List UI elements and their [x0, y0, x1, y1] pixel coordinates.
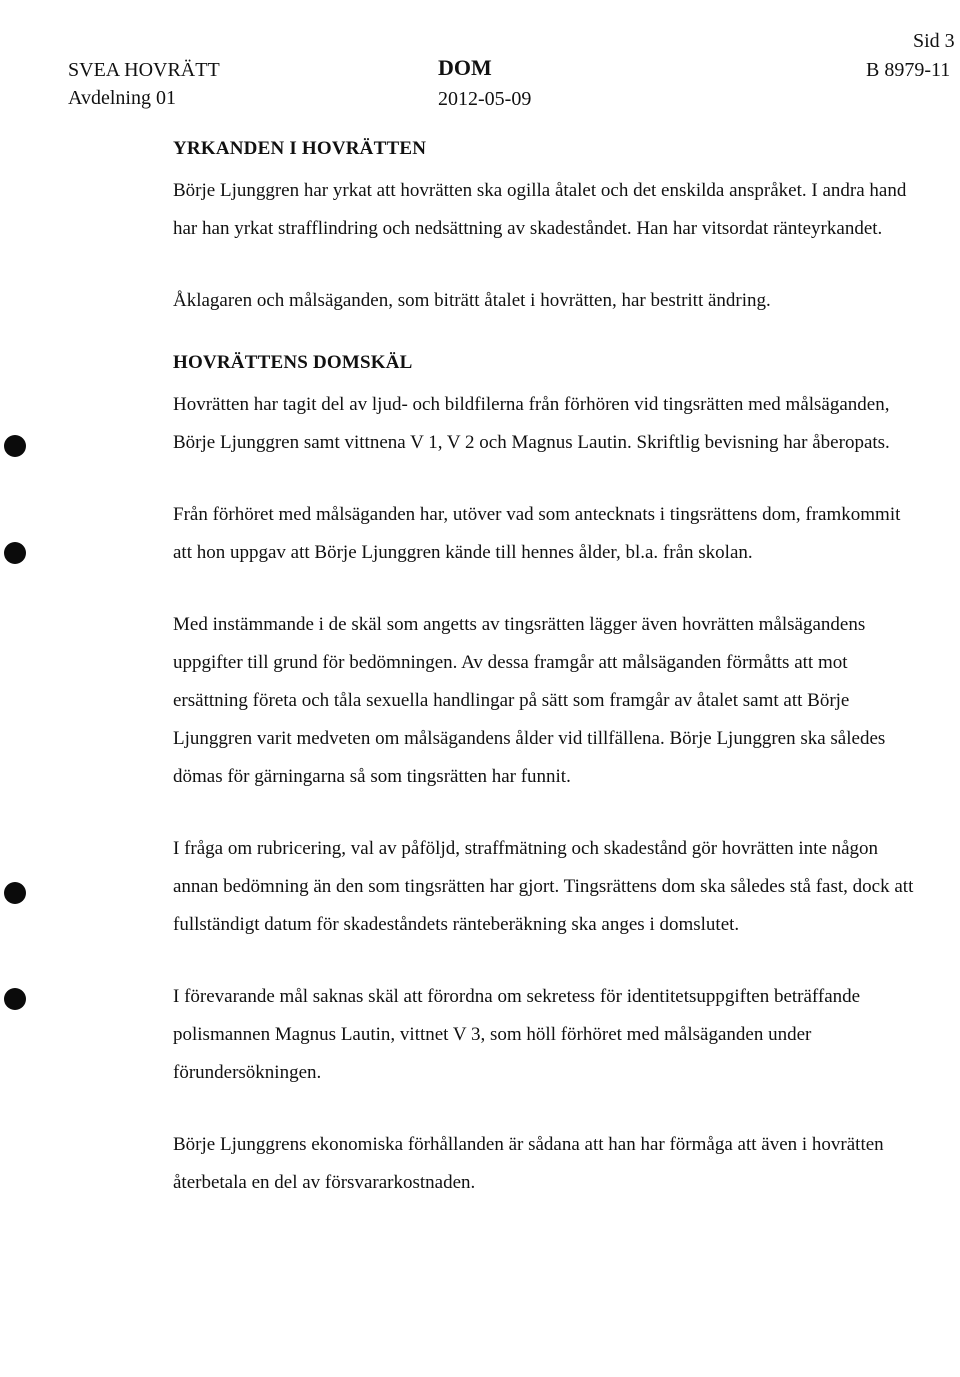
department: Avdelning 01	[68, 87, 176, 109]
paragraph: Med instämmande i de skäl som angetts av tingsrätten lägger även hovrätten målsägandens uppgifter till grund för bedömningen. Av dessa framgår att målsäganden förmåtts att mot ersättning företa och tåla sexuella handlingar på sätt som framgår av åtalet samt att Börje Ljunggren varit medveten om målsägandens ålder vid tillfällena. Börje Ljunggren ska således dömas för gärningarna så som tingsrätten har funnit.	[173, 614, 886, 787]
paragraph: Åklagaren och målsäganden, som biträtt åtalet i hovrätten, har bestritt ändring.	[173, 290, 771, 311]
page-number: Sid 3	[913, 30, 955, 52]
punch-hole	[4, 435, 26, 457]
paragraph: Börje Ljunggren har yrkat att hovrätten ska ogilla åtalet och det enskilda anspråket. I andra hand har han yrkat strafflindring och nedsättning av skadeståndet. Han har vitsordat ränteyrkandet.	[173, 180, 907, 239]
punch-hole	[4, 882, 26, 904]
court-name: SVEA HOVRÄTT	[68, 59, 220, 81]
document-type: DOM	[438, 55, 492, 80]
section-heading-claims: YRKANDEN I HOVRÄTTEN	[173, 138, 427, 159]
punch-hole	[4, 988, 26, 1010]
paragraph: I fråga om rubricering, val av påföljd, straffmätning och skadestånd gör hovrätten inte någon annan bedömning än den som tingsrätten har gjort. Tingsrättens dom ska således stå fast, dock att fullständigt datum för skadeståndets ränteberäkning ska anges i domslutet.	[173, 838, 914, 935]
document-body	[173, 134, 918, 1202]
section-heading-reasons: HOVRÄTTENS DOMSKÄL	[173, 352, 413, 373]
paragraph: Börje Ljunggrens ekonomiska förhållanden är sådana att han har förmåga att även i hovrätten återbetala en del av försvararkostnaden.	[173, 1134, 884, 1193]
paragraph: Hovrätten har tagit del av ljud- och bildfilerna från förhören vid tingsrätten med målsäganden, Börje Ljunggren samt vittnena V 1, V 2 och Magnus Lautin. Skriftlig bevisning har åberopats.	[173, 394, 890, 453]
punch-hole	[4, 542, 26, 564]
paragraph: I förevarande mål saknas skäl att förordna om sekretess för identitetsuppgiften beträffande polismannen Magnus Lautin, vittnet V 3, som höll förhöret med målsäganden under förundersökningen.	[173, 986, 861, 1083]
paragraph: Från förhöret med målsäganden har, utöver vad som antecknats i tingsrättens dom, framkommit att hon uppgav att Börje Ljunggren kände till hennes ålder, bl.a. från skolan.	[173, 504, 901, 563]
document-date: 2012-05-09	[438, 88, 532, 110]
case-number: B 8979-11	[866, 59, 951, 81]
